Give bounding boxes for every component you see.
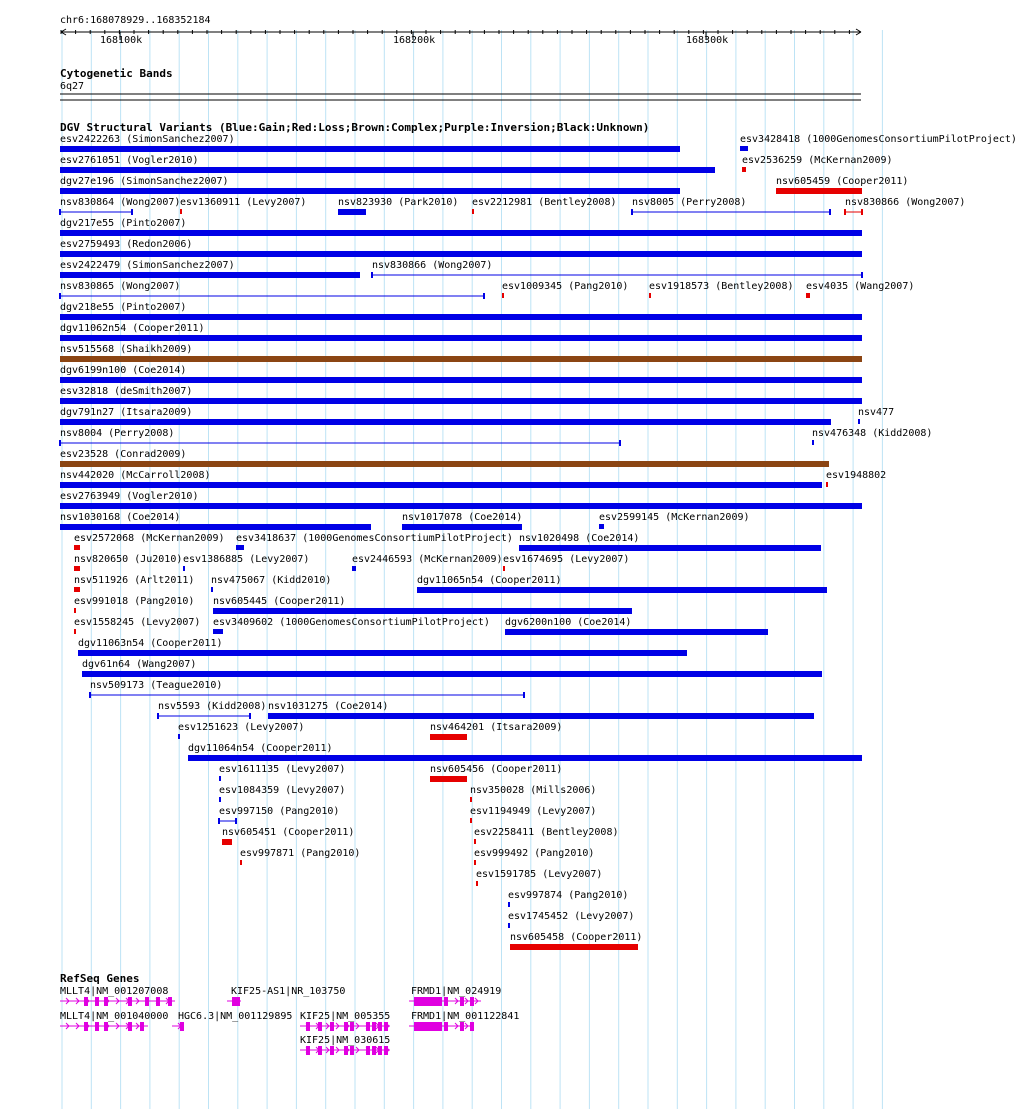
gene-label[interactable]: MLLT4|NM_001040000 xyxy=(60,1011,169,1022)
variant-marker xyxy=(180,209,182,214)
gene-exon xyxy=(422,997,426,1006)
gene-exon xyxy=(156,997,160,1006)
variant-label[interactable]: esv1918573 (Bentley2008) xyxy=(649,281,794,292)
gene-exon xyxy=(366,1022,370,1031)
variant-label[interactable]: nsv442020 (McCarroll2008) xyxy=(60,470,211,481)
variant-label[interactable]: esv1386885 (Levy2007) xyxy=(183,554,310,565)
gene-exon xyxy=(140,1022,144,1031)
gene-exon xyxy=(330,1046,334,1055)
variant-bar xyxy=(402,524,522,530)
variant-marker xyxy=(211,587,213,592)
variant-bar xyxy=(60,461,829,467)
gene-exon xyxy=(306,1046,310,1055)
variant-label[interactable]: esv32818 (deSmith2007) xyxy=(60,386,193,397)
variant-marker xyxy=(178,734,180,739)
gene-exon xyxy=(232,997,236,1006)
variant-label[interactable]: esv1009345 (Pang2010) xyxy=(502,281,629,292)
variant-marker xyxy=(183,566,185,571)
gene-exon xyxy=(104,1022,108,1031)
gene-exon xyxy=(128,1022,132,1031)
refseq-track-title: RefSeq Genes xyxy=(60,972,140,985)
variant-label[interactable]: esv999492 (Pang2010) xyxy=(474,848,595,859)
variant-marker xyxy=(508,902,510,907)
variant-bar xyxy=(78,650,687,656)
gene-exon xyxy=(145,997,149,1006)
variant-label[interactable]: nsv8005 (Perry2008) xyxy=(632,197,747,208)
variant-label[interactable]: nsv477 xyxy=(858,407,895,418)
variant-label[interactable]: esv23528 (Conrad2009) xyxy=(60,449,187,460)
variant-marker xyxy=(599,524,604,529)
variant-label[interactable]: dgv6199n100 (Coe2014) xyxy=(60,365,187,376)
variant-label[interactable]: nsv1031275 (Coe2014) xyxy=(268,701,389,712)
variant-marker xyxy=(240,860,242,865)
variant-marker xyxy=(812,440,814,445)
variant-bar xyxy=(519,545,821,551)
gene-exon xyxy=(422,1022,426,1031)
variant-label[interactable]: esv997874 (Pang2010) xyxy=(508,890,629,901)
gene-exon xyxy=(372,1022,376,1031)
variant-bar xyxy=(60,419,831,425)
variant-label[interactable]: esv3409602 (1000GenomesConsortiumPilotProject) xyxy=(213,617,490,628)
variant-label[interactable]: nsv830866 (Wong2007) xyxy=(372,260,493,271)
variant-label[interactable]: esv1674695 (Levy2007) xyxy=(503,554,630,565)
gene-exon xyxy=(128,997,132,1006)
variant-label[interactable]: nsv830864 (Wong2007) xyxy=(60,197,181,208)
variant-label[interactable]: dgv11065n54 (Cooper2011) xyxy=(417,575,562,586)
gene-exon xyxy=(444,1022,448,1031)
variant-bar xyxy=(430,776,467,782)
variant-bar xyxy=(417,587,827,593)
variant-label[interactable]: esv2763949 (Vogler2010) xyxy=(60,491,199,502)
gene-label[interactable]: KIF25-AS1|NR_103750 xyxy=(231,986,346,997)
gene-exon xyxy=(384,1046,388,1055)
gene-exon xyxy=(306,1022,310,1031)
variant-marker xyxy=(474,860,476,865)
variant-label[interactable]: nsv8004 (Perry2008) xyxy=(60,428,175,439)
variant-label[interactable]: esv1194949 (Levy2007) xyxy=(470,806,597,817)
gene-exon xyxy=(426,1022,430,1031)
variant-label[interactable]: nsv605456 (Cooper2011) xyxy=(430,764,563,775)
variant-label[interactable]: esv1084359 (Levy2007) xyxy=(219,785,346,796)
gene-exon xyxy=(460,1022,464,1031)
gene-exon xyxy=(426,997,430,1006)
variant-label[interactable]: dgv61n64 (Wang2007) xyxy=(82,659,197,670)
variant-label[interactable]: nsv511926 (Arlt2011) xyxy=(74,575,195,586)
variant-label[interactable]: esv1360911 (Levy2007) xyxy=(180,197,307,208)
gene-exon xyxy=(438,997,442,1006)
variant-marker xyxy=(742,167,746,172)
variant-bar xyxy=(60,377,862,383)
variant-label[interactable]: esv2422479 (SimonSanchez2007) xyxy=(60,260,235,271)
cytoband-label[interactable]: 6q27 xyxy=(60,81,85,92)
variant-label[interactable]: esv2422263 (SimonSanchez2007) xyxy=(60,134,235,145)
variant-label[interactable]: dgv27e196 (SimonSanchez2007) xyxy=(60,176,229,187)
gene-exon xyxy=(95,1022,99,1031)
gene-exon xyxy=(104,997,108,1006)
variant-label[interactable]: nsv350028 (Mills2006) xyxy=(470,785,597,796)
variant-label[interactable]: esv1251623 (Levy2007) xyxy=(178,722,305,733)
variant-marker xyxy=(826,482,828,487)
variant-label[interactable]: dgv11063n54 (Cooper2011) xyxy=(78,638,223,649)
variant-bar xyxy=(188,755,862,761)
variant-bar xyxy=(213,608,632,614)
gene-exon xyxy=(430,997,434,1006)
gene-exon xyxy=(344,1046,348,1055)
variant-marker xyxy=(503,566,505,571)
variant-marker xyxy=(806,293,810,298)
variant-bar xyxy=(338,209,366,215)
variant-label[interactable]: esv2759493 (Redon2006) xyxy=(60,239,193,250)
variant-marker xyxy=(74,587,80,592)
variant-bar xyxy=(776,188,862,194)
gene-exon xyxy=(180,1022,184,1031)
gene-exon xyxy=(95,997,99,1006)
variant-label[interactable]: esv1558245 (Levy2007) xyxy=(74,617,201,628)
variant-label[interactable]: esv1611135 (Levy2007) xyxy=(219,764,346,775)
gene-exon xyxy=(418,1022,422,1031)
gene-exon xyxy=(434,997,438,1006)
variant-bar xyxy=(60,314,862,320)
variant-marker xyxy=(236,545,244,550)
variant-label[interactable]: nsv464201 (Itsara2009) xyxy=(430,722,563,733)
gene-label[interactable]: KIF25|NM_005355 xyxy=(300,1011,391,1022)
gene-exon xyxy=(330,1022,334,1031)
variant-label[interactable]: nsv830865 (Wong2007) xyxy=(60,281,181,292)
variant-label[interactable]: nsv515568 (Shaikh2009) xyxy=(60,344,193,355)
variant-label[interactable]: dgv791n27 (Itsara2009) xyxy=(60,407,193,418)
variant-label[interactable]: nsv830866 (Wong2007) xyxy=(845,197,966,208)
variant-label[interactable]: nsv605458 (Cooper2011) xyxy=(510,932,643,943)
variant-bar xyxy=(222,839,232,845)
gene-label[interactable]: HGC6.3|NM_001129895 xyxy=(178,1011,293,1022)
gene-label[interactable]: FRMD1|NM_024919 xyxy=(411,986,502,997)
variant-bar xyxy=(82,671,822,677)
variant-label[interactable]: nsv605459 (Cooper2011) xyxy=(776,176,909,187)
variant-bar xyxy=(60,503,862,509)
ruler-tick-label: 168200k xyxy=(393,35,436,46)
cytoband-track-title: Cytogenetic Bands xyxy=(60,67,173,80)
variant-label[interactable]: nsv605445 (Cooper2011) xyxy=(213,596,346,607)
variant-label[interactable]: dgv11064n54 (Cooper2011) xyxy=(188,743,333,754)
ruler-tick-label: 168300k xyxy=(686,35,729,46)
variant-label[interactable]: esv2572068 (McKernan2009) xyxy=(74,533,225,544)
gene-exon xyxy=(418,997,422,1006)
variant-label[interactable]: esv2761051 (Vogler2010) xyxy=(60,155,199,166)
variant-label[interactable]: nsv5593 (Kidd2008) xyxy=(158,701,267,712)
variant-marker xyxy=(74,566,80,571)
variant-bar xyxy=(60,356,862,362)
variant-marker xyxy=(740,146,748,151)
gene-exon xyxy=(434,1022,438,1031)
ruler-position: chr6:168078929..168352184 xyxy=(60,15,211,26)
variant-label[interactable]: nsv476348 (Kidd2008) xyxy=(812,428,933,439)
variant-label[interactable]: nsv475067 (Kidd2010) xyxy=(211,575,332,586)
variant-marker xyxy=(219,797,221,802)
variant-label[interactable]: esv3428418 (1000GenomesConsortiumPilotProject) xyxy=(740,134,1017,145)
variant-label[interactable]: esv1591785 (Levy2007) xyxy=(476,869,603,880)
gene-label[interactable]: MLLT4|NM_001207008 xyxy=(60,986,169,997)
gene-exon xyxy=(384,1022,388,1031)
gene-label[interactable]: KIF25|NM_030615 xyxy=(300,1035,391,1046)
gene-exon xyxy=(372,1046,376,1055)
gene-exon xyxy=(378,1046,382,1055)
variant-bar xyxy=(60,251,862,257)
variant-label[interactable]: nsv605451 (Cooper2011) xyxy=(222,827,355,838)
variant-marker xyxy=(474,839,476,844)
gene-exon xyxy=(318,1046,322,1055)
variant-label[interactable]: dgv218e55 (Pinto2007) xyxy=(60,302,187,313)
variant-marker xyxy=(74,608,76,613)
variant-marker xyxy=(502,293,504,298)
gene-exon xyxy=(470,997,474,1006)
variant-label[interactable]: esv3418637 (1000GenomesConsortiumPilotProject) xyxy=(236,533,513,544)
variant-label[interactable]: nsv1020498 (Coe2014) xyxy=(519,533,640,544)
variant-marker xyxy=(470,818,472,823)
variant-bar xyxy=(60,167,715,173)
variant-bar xyxy=(60,482,822,488)
variant-marker xyxy=(219,776,221,781)
variant-label[interactable]: esv1745452 (Levy2007) xyxy=(508,911,635,922)
variant-label[interactable]: nsv1017078 (Coe2014) xyxy=(402,512,523,523)
variant-label[interactable]: nsv823930 (Park2010) xyxy=(338,197,459,208)
dgv-track-title: DGV Structural Variants (Blue:Gain;Red:Loss;Brown:Complex;Purple:Inversion;Black:Unknown) xyxy=(60,121,650,134)
gene-exon xyxy=(460,997,464,1006)
variant-label[interactable]: esv4035 (Wang2007) xyxy=(806,281,915,292)
gene-exon xyxy=(444,997,448,1006)
variant-marker xyxy=(472,209,474,214)
gene-exon xyxy=(84,997,88,1006)
variant-label[interactable]: nsv509173 (Teague2010) xyxy=(90,680,223,691)
variant-marker xyxy=(352,566,356,571)
variant-label[interactable]: esv2258411 (Bentley2008) xyxy=(474,827,619,838)
variant-label[interactable]: nsv820650 (Ju2010) xyxy=(74,554,183,565)
gene-exon xyxy=(378,1022,382,1031)
variant-label[interactable]: esv991018 (Pang2010) xyxy=(74,596,195,607)
variant-bar xyxy=(60,335,862,341)
variant-marker xyxy=(470,797,472,802)
ruler-tick-label: 168100k xyxy=(100,35,143,46)
gene-exon xyxy=(350,1022,354,1031)
variant-label[interactable]: dgv6200n100 (Coe2014) xyxy=(505,617,632,628)
gene-exon xyxy=(438,1022,442,1031)
gene-exon xyxy=(344,1022,348,1031)
variant-label[interactable]: dgv217e55 (Pinto2007) xyxy=(60,218,187,229)
variant-label[interactable]: nsv1030168 (Coe2014) xyxy=(60,512,181,523)
variant-label[interactable]: esv2536259 (McKernan2009) xyxy=(742,155,893,166)
variant-bar xyxy=(60,524,371,530)
gene-exon xyxy=(470,1022,474,1031)
gene-exon xyxy=(84,1022,88,1031)
variant-bar xyxy=(268,713,814,719)
variant-bar xyxy=(505,629,768,635)
gene-label[interactable]: FRMD1|NM_001122841 xyxy=(411,1011,520,1022)
variant-label[interactable]: esv997871 (Pang2010) xyxy=(240,848,361,859)
variant-label[interactable]: esv1948802 xyxy=(826,470,887,481)
variant-marker xyxy=(858,419,860,424)
gene-exon xyxy=(430,1022,434,1031)
variant-marker xyxy=(213,629,223,634)
gene-exon xyxy=(318,1022,322,1031)
variant-bar xyxy=(60,272,360,278)
variant-bar xyxy=(60,230,862,236)
gene-exon xyxy=(168,997,172,1006)
variant-label[interactable]: dgv11062n54 (Cooper2011) xyxy=(60,323,205,334)
variant-marker xyxy=(74,629,76,634)
variant-label[interactable]: esv2446593 (McKernan2009) xyxy=(352,554,503,565)
variant-marker xyxy=(476,881,478,886)
variant-label[interactable]: esv2599145 (McKernan2009) xyxy=(599,512,750,523)
gene-exon xyxy=(236,997,240,1006)
variant-bar xyxy=(60,188,680,194)
variant-bar xyxy=(430,734,467,740)
gene-exon xyxy=(414,1022,418,1031)
variant-bar xyxy=(60,146,680,152)
variant-marker xyxy=(649,293,651,298)
variant-label[interactable]: esv997150 (Pang2010) xyxy=(219,806,340,817)
variant-bar xyxy=(60,398,862,404)
variant-marker xyxy=(508,923,510,928)
gene-exon xyxy=(414,997,418,1006)
variant-label[interactable]: esv2212981 (Bentley2008) xyxy=(472,197,617,208)
variant-marker xyxy=(74,545,80,550)
gene-exon xyxy=(350,1046,354,1055)
variant-bar xyxy=(510,944,638,950)
gene-exon xyxy=(366,1046,370,1055)
